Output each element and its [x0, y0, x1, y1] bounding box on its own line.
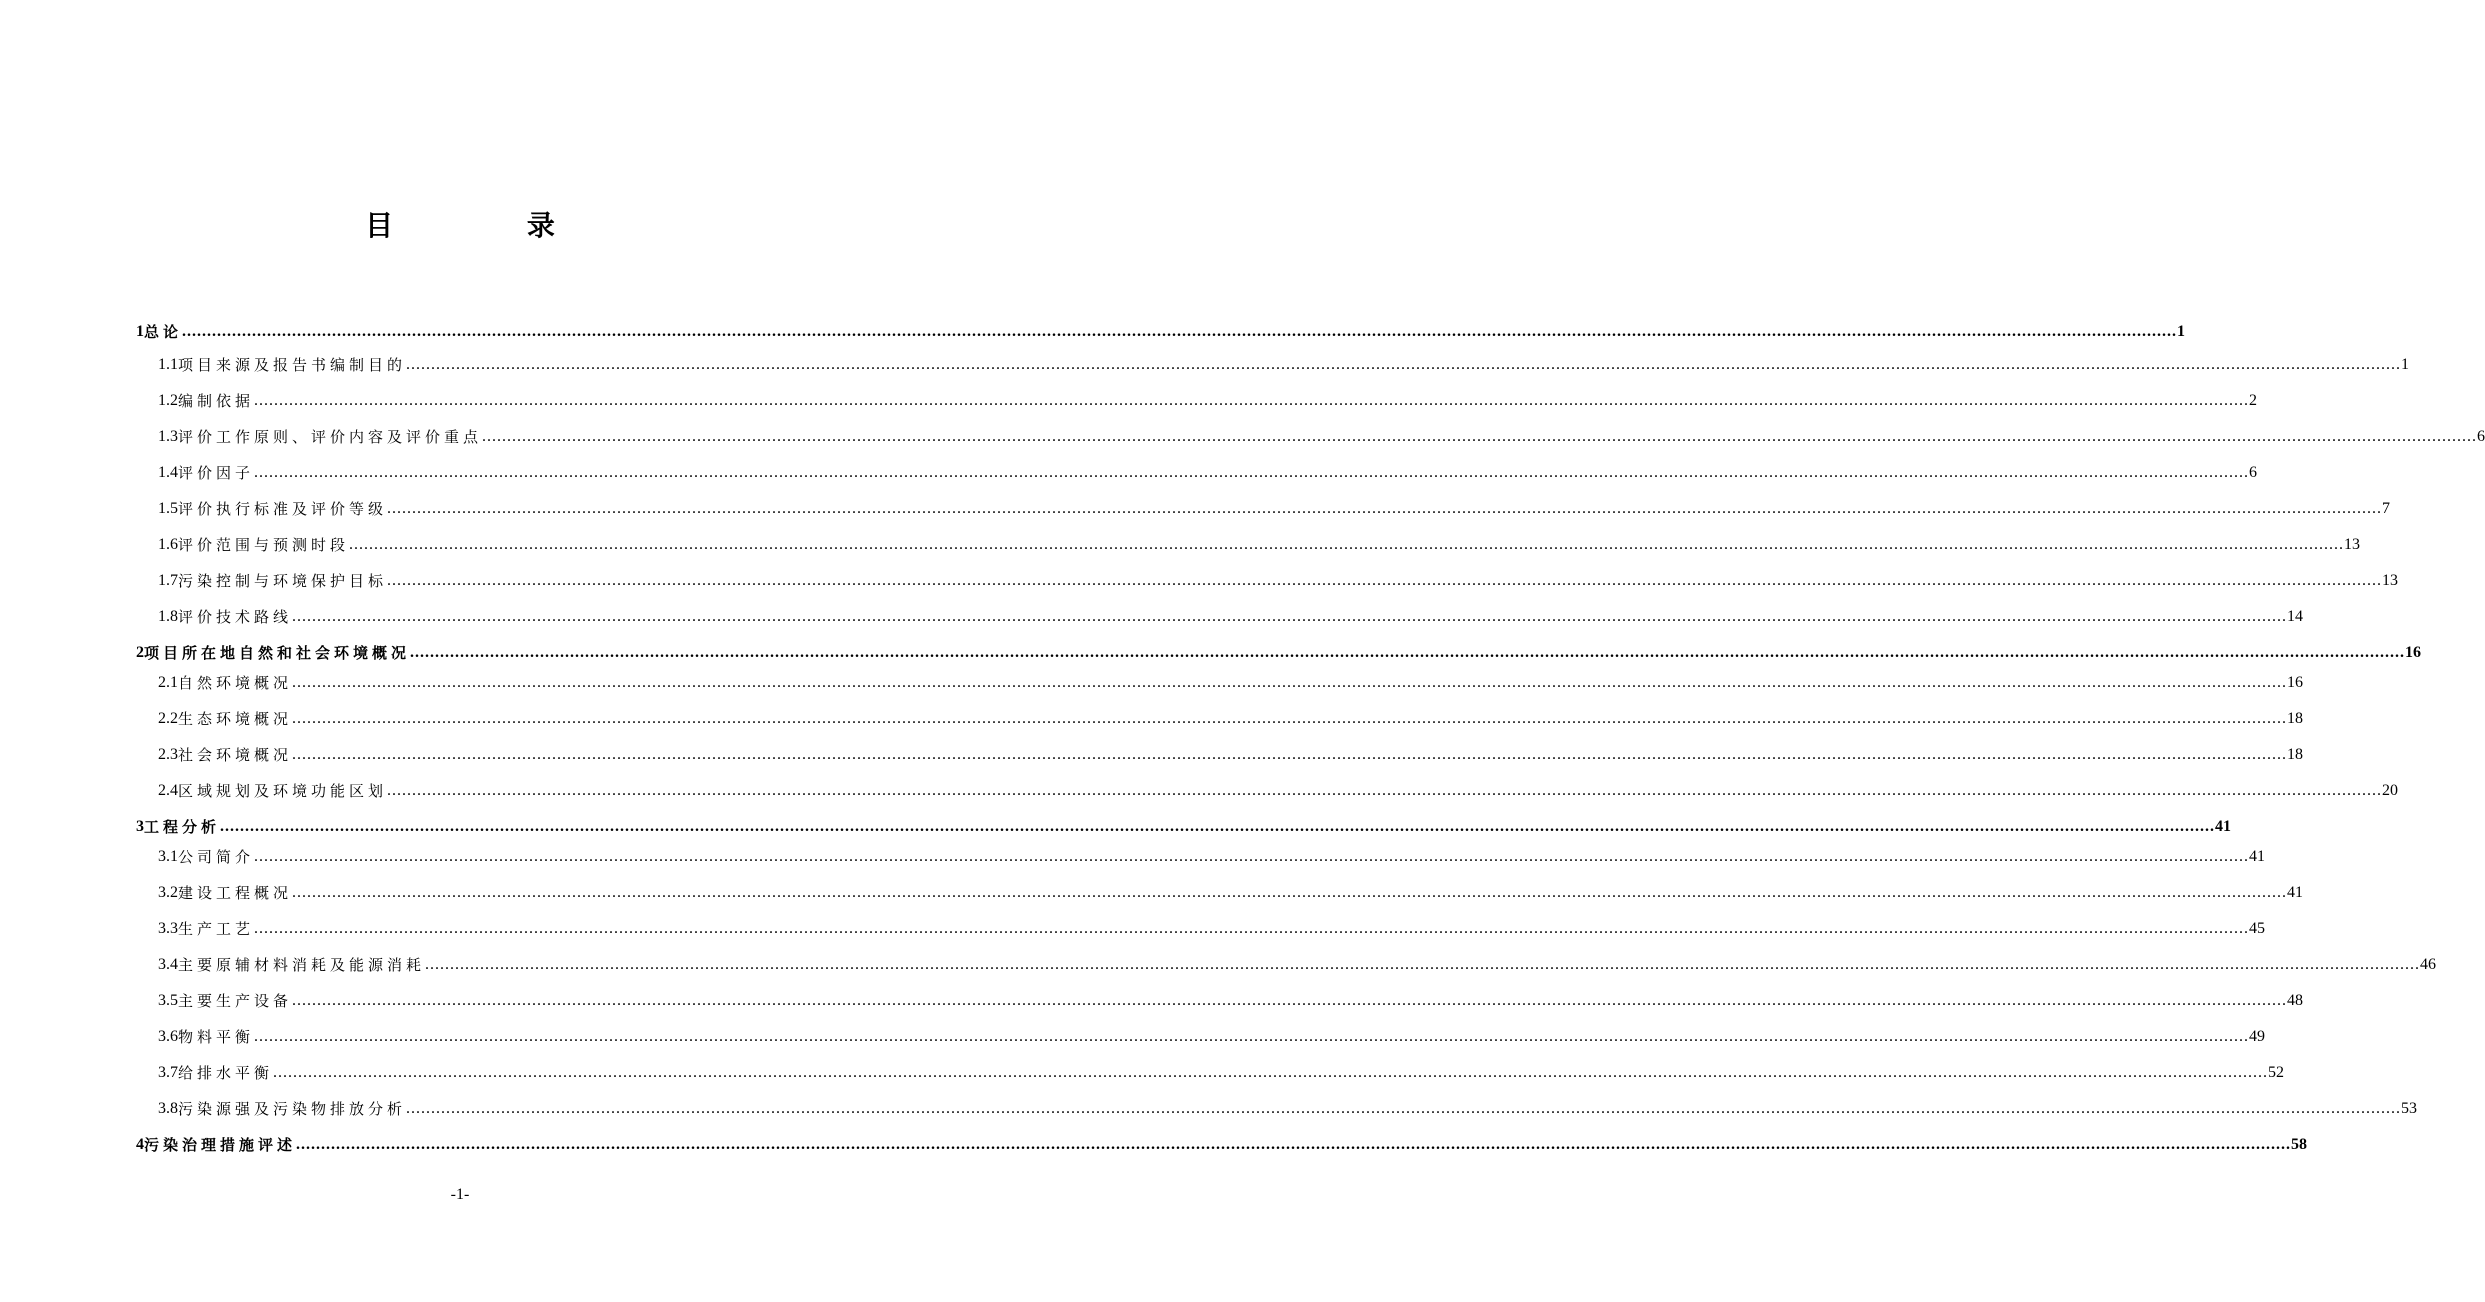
toc-entry-number: 2.4	[158, 782, 178, 799]
toc-entry-page: 16	[2405, 644, 2422, 661]
toc-section[interactable]	[158, 1090, 2418, 1120]
toc-entry-title: 建设工程概况	[178, 884, 293, 902]
toc-entry-number: 3.5	[158, 992, 178, 1009]
toc-entry-title: 污染源强及污染物排放分析	[178, 1100, 407, 1118]
toc-chapter[interactable]	[136, 313, 2186, 343]
toc-entry-title: 物料平衡	[178, 1028, 255, 1046]
toc-entry-number: 1	[136, 323, 144, 340]
toc-entry-number: 1.7	[158, 572, 178, 589]
toc-entry-title: 污染控制与环境保护目标	[178, 572, 388, 590]
toc-entry-title: 评价工作原则、评价内容及评价重点	[178, 428, 483, 446]
toc-entry-page: 20	[2382, 782, 2399, 799]
toc-entry-page: 16	[2287, 674, 2304, 691]
toc-entry-page: 48	[2287, 992, 2304, 1009]
toc-entry-page: 13	[2382, 572, 2399, 589]
toc-entry-page: 41	[2215, 818, 2232, 835]
toc-dot-leader: ...............................................................................................................................................................................................................................................................................................................................................................................................................	[292, 884, 2288, 901]
toc-entry-number: 1.6	[158, 536, 178, 553]
toc-entry-number: 3.3	[158, 920, 178, 937]
toc-entry-number: 2	[136, 644, 144, 661]
toc-dot-leader: ...............................................................................................................................................................................................................................................................................................................................................................................................................	[254, 464, 2250, 481]
toc-entry-title: 主要原辅材料消耗及能源消耗	[178, 956, 426, 974]
toc-section[interactable]	[158, 598, 2304, 628]
toc-entry-number: 3.6	[158, 1028, 178, 1045]
toc-entry-number: 3.8	[158, 1100, 178, 1117]
page-number: -1-	[450, 1186, 470, 1203]
toc-entry-number: 2.3	[158, 746, 178, 763]
toc-entry-number: 3.4	[158, 956, 178, 973]
toc-section[interactable]	[158, 562, 2399, 592]
toc-section[interactable]	[158, 946, 2437, 976]
toc-entry-title: 公司简介	[178, 848, 255, 866]
toc-dot-leader: ...............................................................................................................................................................................................................................................................................................................................................................................................................	[273, 1064, 2269, 1081]
toc-entry-page: 2	[2249, 392, 2258, 409]
toc-entry-number: 1.8	[158, 608, 178, 625]
toc-entry-page: 41	[2287, 884, 2304, 901]
toc-section[interactable]	[158, 772, 2399, 802]
toc-dot-leader: ...............................................................................................................................................................................................................................................................................................................................................................................................................	[349, 536, 2345, 553]
toc-entry-title: 生产工艺	[178, 920, 255, 938]
toc-entry-title: 评价执行标准及评价等级	[178, 500, 388, 518]
toc-dot-leader: ...............................................................................................................................................................................................................................................................................................................................................................................................................	[387, 572, 2383, 589]
toc-dot-leader: ...............................................................................................................................................................................................................................................................................................................................................................................................................	[406, 1100, 2402, 1117]
toc-dot-leader: ...............................................................................................................................................................................................................................................................................................................................................................................................................	[292, 608, 2288, 625]
toc-entry-page: 1	[2177, 323, 2186, 340]
toc-dot-leader: ...............................................................................................................................................................................................................................................................................................................................................................................................................	[254, 1028, 2250, 1045]
toc-entry-title: 主要生产设备	[178, 992, 293, 1010]
toc-dot-leader: ...............................................................................................................................................................................................................................................................................................................................................................................................................	[296, 1136, 2292, 1153]
toc-entry-title: 区域规划及环境功能区划	[178, 782, 388, 800]
page-title: 目 录	[365, 209, 617, 242]
toc-chapter[interactable]	[136, 634, 2422, 664]
toc-dot-leader: ...............................................................................................................................................................................................................................................................................................................................................................................................................	[387, 500, 2383, 517]
toc-section[interactable]	[158, 454, 2258, 484]
toc-entry-number: 2.1	[158, 674, 178, 691]
toc-entry-number: 1.1	[158, 356, 178, 373]
toc-entry-title: 评价技术路线	[178, 608, 293, 626]
toc-dot-leader: ...............................................................................................................................................................................................................................................................................................................................................................................................................	[292, 992, 2288, 1009]
toc-entry-page: 6	[2477, 428, 2485, 445]
toc-entry-page: 14	[2287, 608, 2304, 625]
toc-entry-title: 编制依据	[178, 392, 255, 410]
toc-dot-leader: ...............................................................................................................................................................................................................................................................................................................................................................................................................	[292, 746, 2288, 763]
toc-entry-page: 13	[2344, 536, 2361, 553]
toc-section[interactable]	[158, 418, 2485, 448]
toc-section[interactable]	[158, 664, 2304, 694]
toc-dot-leader: ...............................................................................................................................................................................................................................................................................................................................................................................................................	[482, 428, 2478, 445]
toc-entry-title: 评价因子	[178, 464, 255, 482]
toc-entry-page: 52	[2268, 1064, 2285, 1081]
toc-entry-title: 总论	[144, 323, 183, 341]
toc-section[interactable]	[158, 1054, 2285, 1084]
toc-section[interactable]	[158, 910, 2266, 940]
toc-section[interactable]	[158, 526, 2361, 556]
toc-entry-page: 46	[2420, 956, 2437, 973]
toc-entry-number: 1.4	[158, 464, 178, 481]
toc-entry-number: 2.2	[158, 710, 178, 727]
toc-dot-leader: ...............................................................................................................................................................................................................................................................................................................................................................................................................	[410, 644, 2406, 661]
toc-entry-number: 4	[136, 1136, 144, 1153]
toc-section[interactable]	[158, 346, 2410, 376]
toc-section[interactable]	[158, 700, 2304, 730]
toc-entry-page: 1	[2401, 356, 2410, 373]
toc-entry-page: 58	[2291, 1136, 2308, 1153]
toc-entry-title: 工程分析	[144, 818, 221, 836]
toc-entry-page: 18	[2287, 746, 2304, 763]
toc-entry-title: 社会环境概况	[178, 746, 293, 764]
toc-dot-leader: ...............................................................................................................................................................................................................................................................................................................................................................................................................	[182, 323, 2178, 340]
toc-entry-number: 3.1	[158, 848, 178, 865]
toc-entry-page: 45	[2249, 920, 2266, 937]
toc-section[interactable]	[158, 982, 2304, 1012]
toc-dot-leader: ...............................................................................................................................................................................................................................................................................................................................................................................................................	[254, 920, 2250, 937]
toc-entry-title: 项目来源及报告书编制目的	[178, 356, 407, 374]
toc-entry-number: 1.5	[158, 500, 178, 517]
toc-entry-title: 自然环境概况	[178, 674, 293, 692]
toc-dot-leader: ...............................................................................................................................................................................................................................................................................................................................................................................................................	[292, 674, 2288, 691]
toc-entry-number: 1.2	[158, 392, 178, 409]
toc-dot-leader: ...............................................................................................................................................................................................................................................................................................................................................................................................................	[292, 710, 2288, 727]
toc-entry-page: 41	[2249, 848, 2266, 865]
toc-section[interactable]	[158, 736, 2304, 766]
toc-section[interactable]	[158, 490, 2391, 520]
toc-chapter[interactable]	[136, 808, 2232, 838]
toc-entry-title: 评价范围与预测时段	[178, 536, 350, 554]
toc-entry-title: 项目所在地自然和社会环境概况	[144, 644, 411, 662]
toc-entry-page: 53	[2401, 1100, 2418, 1117]
toc-section[interactable]	[158, 874, 2304, 904]
toc-entry-page: 18	[2287, 710, 2304, 727]
toc-dot-leader: ...............................................................................................................................................................................................................................................................................................................................................................................................................	[425, 956, 2421, 973]
toc-dot-leader: ...............................................................................................................................................................................................................................................................................................................................................................................................................	[220, 818, 2216, 835]
toc-section[interactable]	[158, 1018, 2266, 1048]
toc-chapter[interactable]	[136, 1126, 2308, 1156]
toc-dot-leader: ...............................................................................................................................................................................................................................................................................................................................................................................................................	[387, 782, 2383, 799]
toc-entry-number: 3.2	[158, 884, 178, 901]
toc-section[interactable]	[158, 382, 2258, 412]
toc-entry-title: 污染治理措施评述	[144, 1136, 297, 1154]
toc-entry-number: 3.7	[158, 1064, 178, 1081]
toc-dot-leader: ...............................................................................................................................................................................................................................................................................................................................................................................................................	[254, 848, 2250, 865]
toc-entry-title: 生态环境概况	[178, 710, 293, 728]
toc-entry-page: 6	[2249, 464, 2258, 481]
toc-entry-number: 3	[136, 818, 144, 835]
toc-entry-page: 49	[2249, 1028, 2266, 1045]
toc-dot-leader: ...............................................................................................................................................................................................................................................................................................................................................................................................................	[254, 392, 2250, 409]
toc-entry-page: 7	[2382, 500, 2391, 517]
toc-dot-leader: ...............................................................................................................................................................................................................................................................................................................................................................................................................	[406, 356, 2402, 373]
toc-section[interactable]	[158, 838, 2266, 868]
toc-entry-title: 给排水平衡	[178, 1064, 274, 1082]
toc-entry-number: 1.3	[158, 428, 178, 445]
